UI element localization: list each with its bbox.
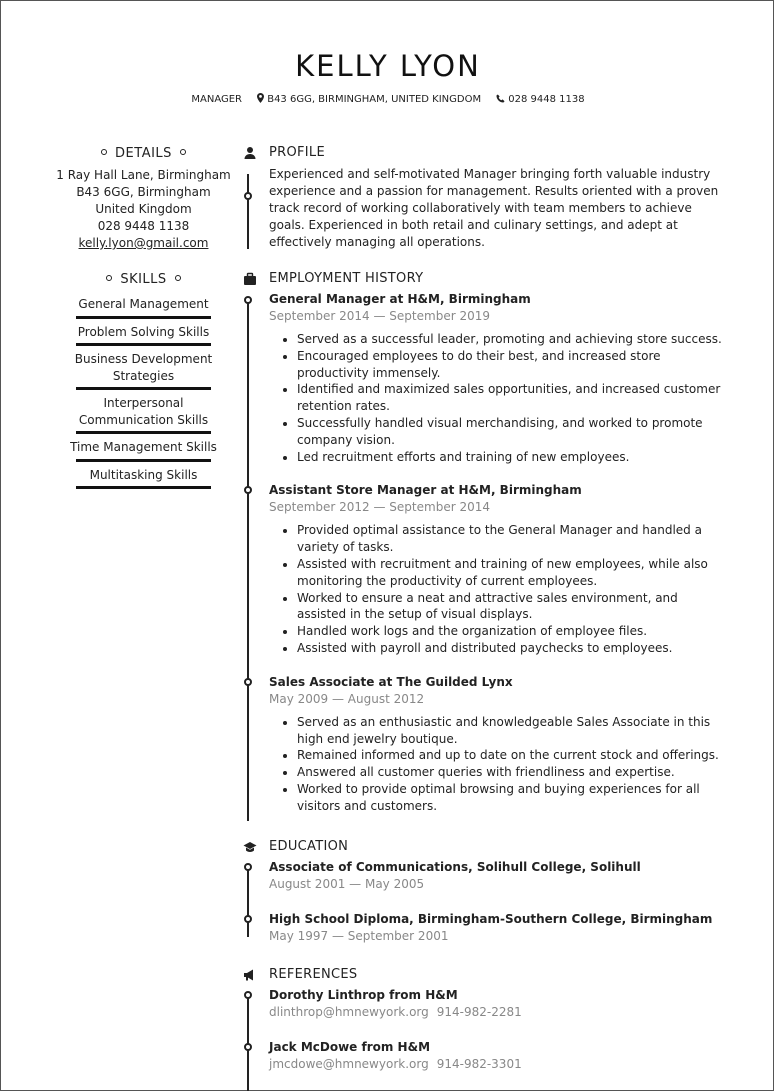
- bullet: • Answered all customer queries with friendliness and expertise.: [297, 764, 723, 781]
- job-bullets: [269, 522, 723, 656]
- job-entry: [269, 674, 723, 815]
- details-block: [51, 167, 236, 252]
- education-heading: EDUCATION: [243, 837, 723, 857]
- job-title: Sales Associate at The Guilded Lynx: [269, 674, 513, 689]
- bullet: • Served as an enthusiastic and knowledgeable Sales Associate in this high end jewelry boutique.: [297, 714, 723, 748]
- profile-heading: PROFILE: [243, 143, 723, 163]
- skills-section: [51, 270, 236, 492]
- right-column: [243, 143, 723, 1073]
- address-line: B43 6GG, Birmingham: [76, 185, 211, 199]
- circle-bullet-icon: [106, 275, 112, 281]
- bullet: • Worked to provide optimal browsing and buying experiences for all visitors and customers.: [297, 781, 723, 815]
- skill-level-bar: [76, 431, 211, 434]
- location-text: B43 6GG, BIRMINGHAM, UNITED KINGDOM: [267, 94, 482, 105]
- skill-level-bar: [76, 387, 211, 390]
- skills-heading: SKILLS: [51, 270, 236, 290]
- job-dates: May 2009 — August 2012: [269, 691, 425, 706]
- degree-title: Associate of Communications, Solihull College, Solihull: [269, 859, 641, 874]
- email-link[interactable]: kelly.lyon@gmail.com: [78, 236, 209, 250]
- degree-dates: August 2001 — May 2005: [269, 876, 425, 891]
- job-bullets: [269, 331, 723, 465]
- role-label: MANAGER: [191, 94, 243, 105]
- candidate-name: KELLY LYON: [295, 49, 481, 83]
- reference-contact: [269, 1056, 723, 1073]
- skill-level-bar: [76, 316, 211, 319]
- education-entry: [269, 911, 723, 945]
- person-icon: [243, 146, 257, 160]
- reference-name: Dorothy Linthrop from H&M: [269, 987, 458, 1002]
- reference-name: Jack McDowe from H&M: [269, 1039, 431, 1054]
- reference-email[interactable]: jmcdowe@hmnewyork.org: [269, 1056, 429, 1071]
- reference-entry: [269, 1039, 723, 1073]
- skill-item: Business Development Strategies: [51, 349, 236, 393]
- bullet: • Assisted with payroll and distributed paychecks to employees.: [297, 640, 723, 657]
- profile-summary: Experienced and self-motivated Manager bringing forth valuable industry experience and a passion for management. Results oriented with a proven track record of working collaboratively with team members to achieve goals. Experienced in both retail and culinary settings, and adept at effectively managing all operations.: [269, 167, 719, 249]
- graduation-cap-icon: [243, 840, 257, 854]
- reference-phone: 914-982-2281: [436, 1004, 522, 1019]
- skill-level-bar: [76, 343, 211, 346]
- skill-item: Problem Solving Skills: [51, 322, 236, 350]
- degree-title: High School Diploma, Birmingham-Southern College, Birmingham: [269, 911, 713, 926]
- reference-phone: 914-982-3301: [436, 1056, 522, 1071]
- phone-text: 028 9448 1138: [508, 94, 585, 105]
- bullet: • Served as a successful leader, promoting and achieving store success.: [297, 331, 723, 348]
- employment-timeline: [243, 291, 723, 815]
- reference-entry: [269, 987, 723, 1021]
- phone: 028 9448 1138: [97, 219, 190, 233]
- education-entry: [269, 859, 723, 893]
- profile-timeline: [243, 166, 723, 251]
- job-entry: [269, 291, 723, 465]
- job-title: Assistant Store Manager at H&M, Birmingham: [269, 483, 582, 498]
- employment-heading: EMPLOYMENT HISTORY: [243, 269, 723, 289]
- left-column: [51, 144, 236, 492]
- job-title: General Manager at H&M, Birmingham: [269, 292, 531, 306]
- phone-icon: [496, 94, 505, 103]
- skill-item: Multitasking Skills: [51, 465, 236, 493]
- megaphone-icon: [243, 968, 257, 982]
- header-location: [257, 94, 481, 105]
- country: United Kingdom: [95, 202, 192, 216]
- map-pin-icon: [257, 93, 264, 103]
- bullet: • Remained informed and up to date on the current stock and offerings.: [297, 747, 723, 764]
- degree-dates: May 1997 — September 2001: [269, 928, 449, 943]
- bullet: • Handled work logs and the organization of employee files.: [297, 623, 723, 640]
- address-line: 1 Ray Hall Lane, Birmingham: [56, 168, 231, 182]
- job-dates: September 2014 — September 2019: [269, 309, 490, 323]
- job-bullets: [269, 714, 723, 815]
- header-contact-line: [1, 93, 774, 105]
- skill-item: Interpersonal Communication Skills: [51, 393, 236, 437]
- skill-item: Time Management Skills: [51, 437, 236, 465]
- circle-bullet-icon: [180, 149, 186, 155]
- skill-level-bar: [76, 459, 211, 462]
- bullet: • Assisted with recruitment and training of new employees, while also monitoring the productivity of current employees.: [297, 556, 723, 590]
- reference-email[interactable]: dlinthrop@hmnewyork.org: [269, 1004, 429, 1019]
- bullet: • Identified and maximized sales opportunities, and increased customer retention rates.: [297, 381, 723, 415]
- circle-bullet-icon: [101, 149, 107, 155]
- briefcase-icon: [243, 272, 257, 286]
- skill-item: General Management: [51, 294, 236, 322]
- details-heading: DETAILS: [51, 144, 236, 164]
- bullet: • Successfully handled visual merchandising, and worked to promote company vision.: [297, 415, 723, 449]
- header-phone: [496, 94, 584, 105]
- job-entry: [269, 482, 723, 656]
- bullet: • Led recruitment efforts and training of new employees.: [297, 449, 723, 466]
- bullet: • Encouraged employees to do their best, and increased store productivity immensely.: [297, 348, 723, 382]
- skill-level-bar: [76, 486, 211, 489]
- references-heading: REFERENCES: [243, 965, 723, 985]
- reference-contact: [269, 1004, 723, 1021]
- bullet: • Provided optimal assistance to the General Manager and handled a variety of tasks.: [297, 522, 723, 556]
- bullet: • Worked to ensure a neat and attractive sales environment, and assisted in the setup of visual displays.: [297, 590, 723, 624]
- education-timeline: [243, 859, 723, 945]
- job-dates: September 2012 — September 2014: [269, 500, 490, 515]
- references-timeline: [243, 987, 723, 1073]
- circle-bullet-icon: [175, 275, 181, 281]
